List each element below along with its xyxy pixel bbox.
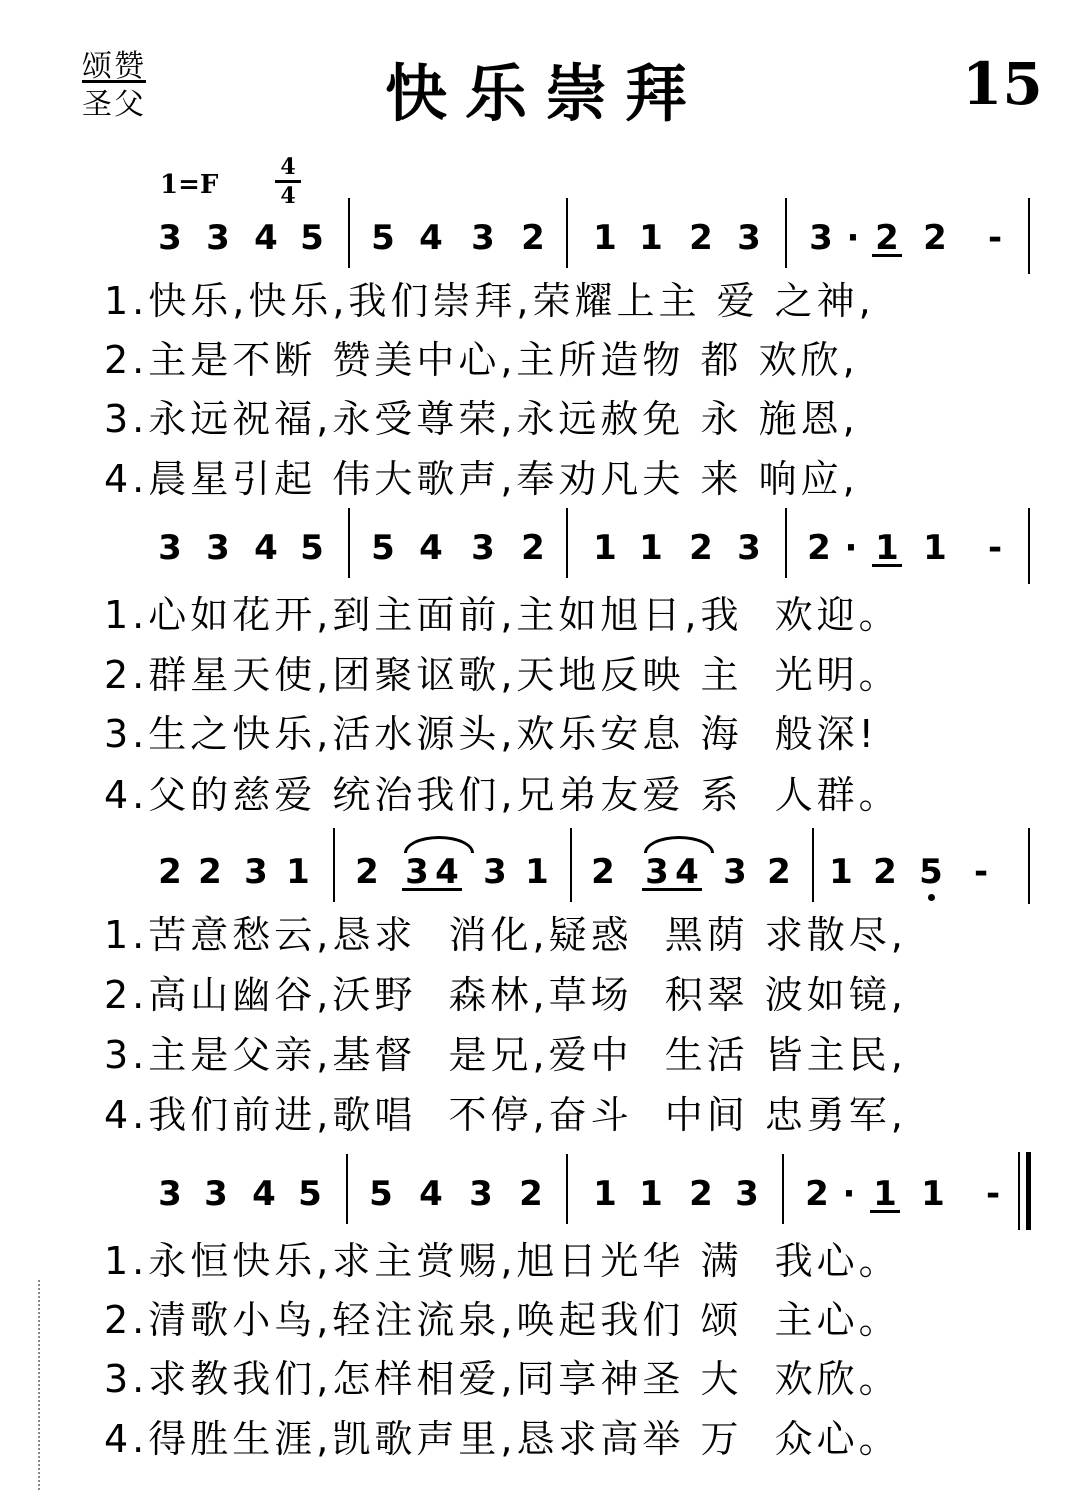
barline — [1028, 508, 1030, 584]
barline — [1028, 198, 1030, 274]
lyric-line: 1.苦意愁云,恳求 消化,疑惑 黑荫 求散尽, — [104, 913, 907, 957]
note: 2 — [198, 852, 222, 892]
lyric-line: 1.快乐,快乐,我们崇拜,荣耀上主 爱 之神, — [104, 279, 875, 323]
note: 3 — [723, 852, 747, 892]
barline — [333, 828, 335, 902]
note: 5 — [369, 1174, 393, 1214]
note: 1 — [286, 852, 310, 892]
note: 2 — [689, 218, 713, 258]
lyric-line: 4.晨星引起 伟大歌声,奉劝凡夫 来 响应, — [104, 457, 859, 501]
barline — [348, 198, 350, 268]
note: 3 — [158, 218, 182, 258]
barline — [348, 508, 350, 578]
note: 3 — [737, 528, 761, 568]
note-dot: · — [844, 528, 858, 568]
lyric-line: 4.得胜生涯,凯歌声里,恳求高举 万 众心。 — [104, 1417, 901, 1461]
final-barline-thick — [1026, 1152, 1031, 1230]
notes-row-2 — [0, 518, 1075, 578]
note: 1 — [923, 528, 947, 568]
note: 1 — [525, 852, 549, 892]
note: 1 — [639, 528, 663, 568]
note: 5 — [298, 1174, 322, 1214]
note: 3 — [471, 528, 495, 568]
note: 1 — [872, 530, 902, 567]
dash: - — [987, 218, 1003, 258]
time-signature-bottom: 4 — [280, 183, 296, 209]
hymn-title: 快乐崇拜 — [385, 57, 706, 130]
note: 2 — [873, 852, 897, 892]
lyric-line: 4.我们前进,歌唱 不停,奋斗 中间 忠勇军, — [104, 1093, 907, 1137]
note: 3 — [809, 218, 833, 258]
notes-row-3 — [0, 842, 1075, 902]
note: 1 — [829, 852, 853, 892]
note: 1 — [921, 1174, 945, 1214]
dash: - — [985, 1174, 1001, 1214]
barline — [346, 1154, 348, 1224]
note: 3 — [642, 854, 672, 891]
dash: - — [973, 852, 989, 892]
note: 2 — [923, 218, 947, 258]
note: 5 — [300, 218, 324, 258]
lyric-line: 4.父的慈爱 统治我们,兄弟友爱 系 人群。 — [104, 773, 901, 817]
note: 5 — [919, 852, 943, 892]
category-father: 圣父 — [82, 87, 146, 122]
note: 4 — [252, 1174, 276, 1214]
barline — [812, 828, 814, 902]
barline — [566, 1154, 568, 1224]
lyric-line: 2.清歌小鸟,轻注流泉,唤起我们 颂 主心。 — [104, 1298, 901, 1342]
note: 2 — [807, 528, 831, 568]
note: 2 — [872, 220, 902, 257]
note: 2 — [591, 852, 615, 892]
note: 1 — [593, 1174, 617, 1214]
note: 2 — [521, 218, 545, 258]
note: 4 — [419, 1174, 443, 1214]
time-signature-top: 4 — [280, 154, 296, 180]
barline — [782, 1154, 784, 1224]
notes-row-4 — [0, 1164, 1075, 1224]
note: 2 — [519, 1174, 543, 1214]
lyric-line: 3.永远祝福,永受尊荣,永远赦免 永 施恩, — [104, 397, 859, 441]
final-barline-thin — [1018, 1152, 1020, 1230]
note: 3 — [471, 218, 495, 258]
lyric-line: 1.永恒快乐,求主赏赐,旭日光华 满 我心。 — [104, 1239, 901, 1283]
notes-row-1 — [0, 208, 1075, 268]
note: 3 — [483, 852, 507, 892]
note: 3 — [737, 218, 761, 258]
slur — [404, 836, 474, 853]
dash: - — [987, 528, 1003, 568]
note: 2 — [689, 1174, 713, 1214]
note: 2 — [805, 1174, 829, 1214]
barline — [785, 508, 787, 578]
barline — [785, 198, 787, 268]
note: 3 — [244, 852, 268, 892]
note: 3 — [735, 1174, 759, 1214]
lyric-line: 2.高山幽谷,沃野 森林,草场 积翠 波如镜, — [104, 973, 907, 1017]
lyric-line: 2.群星天使,团聚讴歌,天地反映 主 光明。 — [104, 653, 901, 697]
note: 5 — [300, 528, 324, 568]
note: 3 — [402, 854, 432, 891]
time-signature — [275, 156, 301, 207]
note: 4 — [419, 528, 443, 568]
note: 2 — [689, 528, 713, 568]
note: 3 — [158, 528, 182, 568]
category-praise: 颂赞 — [82, 49, 146, 84]
note: 3 — [158, 1174, 182, 1214]
key-signature: 1=F — [160, 170, 219, 200]
note: 3 — [206, 528, 230, 568]
lyric-line: 3.生之快乐,活水源头,欢乐安息 海 般深! — [104, 712, 878, 756]
note: 4 — [432, 854, 462, 891]
note: 4 — [254, 218, 278, 258]
note: 5 — [371, 528, 395, 568]
note: 4 — [419, 218, 443, 258]
barline — [1028, 828, 1030, 904]
note: 2 — [767, 852, 791, 892]
note: 1 — [870, 1176, 900, 1213]
note: 3 — [204, 1174, 228, 1214]
note-dot: · — [842, 1174, 856, 1214]
hymn-category — [82, 48, 172, 124]
page-edge-mark — [38, 1280, 42, 1490]
slur — [644, 836, 714, 853]
note: 3 — [469, 1174, 493, 1214]
lyric-line: 3.主是父亲,基督 是兄,爱中 生活 皆主民, — [104, 1033, 907, 1077]
note: 3 — [206, 218, 230, 258]
lyric-line: 2.主是不断 赞美中心,主所造物 都 欢欣, — [104, 338, 859, 382]
note: 4 — [672, 854, 702, 891]
lyric-line: 1.心如花开,到主面前,主如旭日,我 欢迎。 — [104, 593, 901, 637]
note: 2 — [158, 852, 182, 892]
note: 1 — [639, 218, 663, 258]
note: 1 — [639, 1174, 663, 1214]
note-dot: · — [846, 218, 860, 258]
lyric-line: 3.求教我们,怎样相爱,同享神圣 大 欢欣。 — [104, 1357, 901, 1401]
note: 1 — [593, 528, 617, 568]
note: 4 — [254, 528, 278, 568]
hymn-number: 15 — [962, 50, 1043, 118]
lower-octave-dot — [928, 894, 935, 901]
barline — [566, 508, 568, 578]
note: 5 — [371, 218, 395, 258]
barline — [570, 828, 572, 902]
note: 2 — [521, 528, 545, 568]
barline — [566, 198, 568, 268]
note: 1 — [593, 218, 617, 258]
note: 2 — [355, 852, 379, 892]
